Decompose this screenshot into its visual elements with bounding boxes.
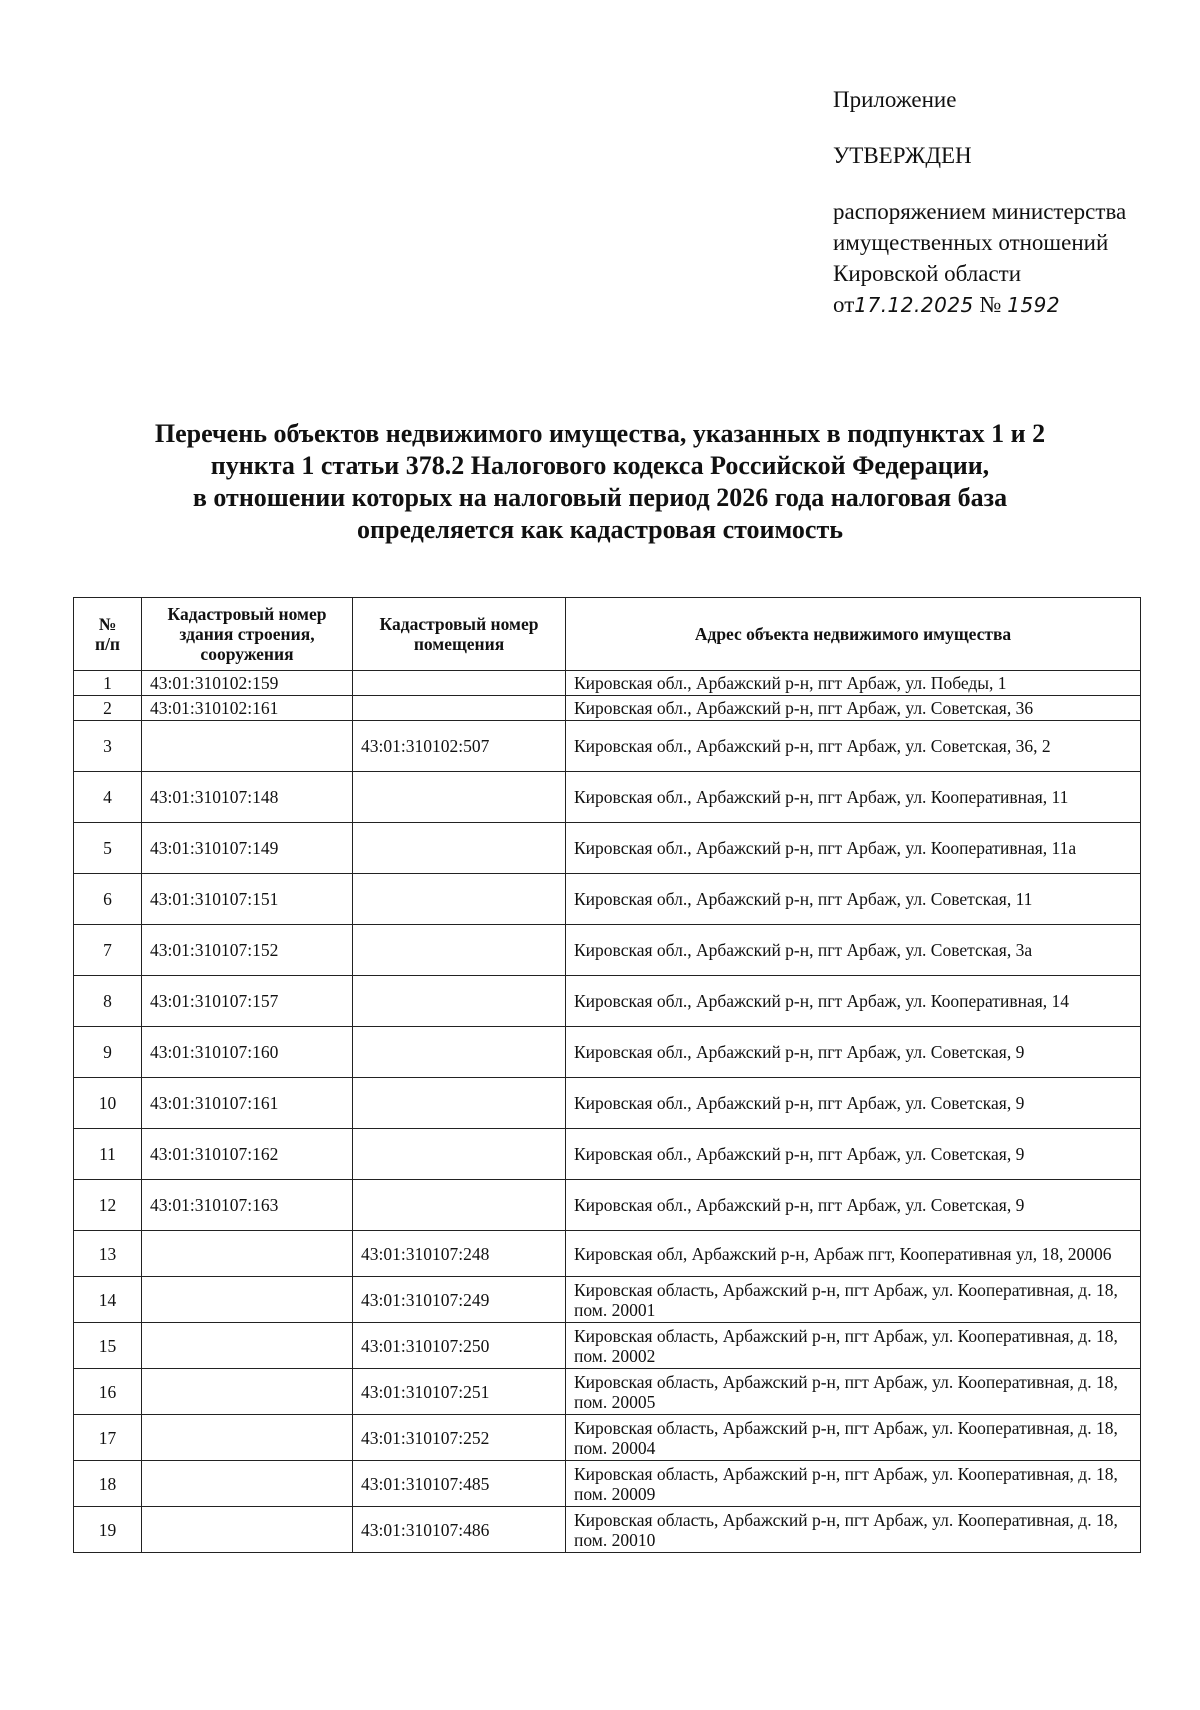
cell-room xyxy=(353,874,566,925)
cell-room: 43:01:310107:252 xyxy=(353,1415,566,1461)
cell-address: Кировская обл., Арбажский р-н, пгт Арбаж, ул. Советская, 36 xyxy=(566,696,1141,721)
cell-num: 12 xyxy=(74,1180,142,1231)
title-line-3: в отношении которых на налоговый период 2026 года налоговая база xyxy=(192,483,1008,512)
header-room-line-2: помещения xyxy=(413,634,505,654)
cell-address: Кировская обл., Арбажский р-н, пгт Арбаж, ул. Советская, 36, 2 xyxy=(566,721,1141,772)
cell-num: 8 xyxy=(74,976,142,1027)
cell-address: Кировская область, Арбажский р-н, пгт Арбаж, ул. Кооперативная, д. 18, пом. 20005 xyxy=(566,1369,1141,1415)
cell-room xyxy=(353,1027,566,1078)
table-row xyxy=(74,772,1141,823)
date-prefix: от xyxy=(833,292,855,317)
header-num xyxy=(74,598,142,671)
cell-building: 43:01:310107:163 xyxy=(142,1180,353,1231)
cell-num: 18 xyxy=(74,1461,142,1507)
approval-date-line xyxy=(833,289,1163,321)
cell-num: 2 xyxy=(74,696,142,721)
cell-building xyxy=(142,721,353,772)
cell-address: Кировская область, Арбажский р-н, пгт Арбаж, ул. Кооперативная, д. 18, пом. 20002 xyxy=(566,1323,1141,1369)
cell-room: 43:01:310107:485 xyxy=(353,1461,566,1507)
table-row xyxy=(74,1180,1141,1231)
table-header-row xyxy=(74,598,1141,671)
cell-num: 9 xyxy=(74,1027,142,1078)
header-room-line-1: Кадастровый номер xyxy=(379,614,539,634)
table-row xyxy=(74,1507,1141,1553)
cell-address: Кировская обл., Арбажский р-н, пгт Арбаж, ул. Кооперативная, 11а xyxy=(566,823,1141,874)
table-row xyxy=(74,671,1141,696)
table-row xyxy=(74,874,1141,925)
header-building-line-3: сооружения xyxy=(200,644,294,664)
cell-building xyxy=(142,1461,353,1507)
approval-date: 17.12.2025 xyxy=(854,293,974,317)
cell-building: 43:01:310107:148 xyxy=(142,772,353,823)
cell-num: 5 xyxy=(74,823,142,874)
table-row xyxy=(74,721,1141,772)
cell-address: Кировская область, Арбажский р-н, пгт Арбаж, ул. Кооперативная, д. 18, пом. 20004 xyxy=(566,1415,1141,1461)
cell-building: 43:01:310102:161 xyxy=(142,696,353,721)
property-table xyxy=(73,597,1141,1553)
approval-number: 1592 xyxy=(1007,293,1061,317)
header-num-line-2: п/п xyxy=(94,634,121,654)
cell-num: 10 xyxy=(74,1078,142,1129)
cell-num: 11 xyxy=(74,1129,142,1180)
cell-building: 43:01:310107:160 xyxy=(142,1027,353,1078)
title-line-1: Перечень объектов недвижимого имущества, указанных в подпунктах 1 и 2 xyxy=(154,419,1046,448)
cell-num: 4 xyxy=(74,772,142,823)
header-address: Адрес объекта недвижимого имущества xyxy=(566,598,1141,671)
cell-num: 16 xyxy=(74,1369,142,1415)
cell-building: 43:01:310107:162 xyxy=(142,1129,353,1180)
cell-building xyxy=(142,1323,353,1369)
table-row xyxy=(74,1027,1141,1078)
approved-by-line-3: Кировской области xyxy=(833,261,1022,286)
cell-building xyxy=(142,1231,353,1277)
table-row xyxy=(74,1277,1141,1323)
cell-building: 43:01:310102:159 xyxy=(142,671,353,696)
cell-address: Кировская обл., Арбажский р-н, пгт Арбаж, ул. Советская, 11 xyxy=(566,874,1141,925)
table-row xyxy=(74,696,1141,721)
cell-room: 43:01:310107:250 xyxy=(353,1323,566,1369)
cell-room xyxy=(353,1129,566,1180)
cell-address: Кировская обл., Арбажский р-н, пгт Арбаж, ул. Советская, 9 xyxy=(566,1180,1141,1231)
approved-by-line-2: имущественных отношений xyxy=(833,230,1109,255)
cell-address: Кировская обл., Арбажский р-н, пгт Арбаж, ул. Победы, 1 xyxy=(566,671,1141,696)
cell-building: 43:01:310107:151 xyxy=(142,874,353,925)
appendix-label: Приложение xyxy=(833,87,957,112)
table-row xyxy=(74,1461,1141,1507)
table-row xyxy=(74,1231,1141,1277)
cell-room xyxy=(353,823,566,874)
cell-room: 43:01:310102:507 xyxy=(353,721,566,772)
header-num-line-1: № xyxy=(98,614,117,634)
cell-room xyxy=(353,976,566,1027)
header-building-line-2: здания строения, xyxy=(179,624,315,644)
cell-room: 43:01:310107:251 xyxy=(353,1369,566,1415)
table-row xyxy=(74,925,1141,976)
header-building-line-1: Кадастровый номер xyxy=(167,604,327,624)
approved-label: УТВЕРЖДЕН xyxy=(833,143,972,168)
cell-address: Кировская обл., Арбажский р-н, пгт Арбаж, ул. Кооперативная, 14 xyxy=(566,976,1141,1027)
table-row xyxy=(74,1369,1141,1415)
cell-num: 15 xyxy=(74,1323,142,1369)
cell-room xyxy=(353,925,566,976)
table-row xyxy=(74,823,1141,874)
document-title xyxy=(90,418,1110,546)
cell-num: 7 xyxy=(74,925,142,976)
table-row xyxy=(74,976,1141,1027)
cell-room xyxy=(353,1180,566,1231)
cell-num: 3 xyxy=(74,721,142,772)
cell-num: 14 xyxy=(74,1277,142,1323)
cell-room: 43:01:310107:248 xyxy=(353,1231,566,1277)
cell-building: 43:01:310107:157 xyxy=(142,976,353,1027)
cell-address: Кировская область, Арбажский р-н, пгт Арбаж, ул. Кооперативная, д. 18, пом. 20009 xyxy=(566,1461,1141,1507)
number-prefix: № xyxy=(979,292,1002,317)
table-row xyxy=(74,1078,1141,1129)
cell-num: 1 xyxy=(74,671,142,696)
cell-address: Кировская область, Арбажский р-н, пгт Арбаж, ул. Кооперативная, д. 18, пом. 20001 xyxy=(566,1277,1141,1323)
cell-address: Кировская обл., Арбажский р-н, пгт Арбаж, ул. Советская, 9 xyxy=(566,1078,1141,1129)
cell-room xyxy=(353,772,566,823)
cell-num: 17 xyxy=(74,1415,142,1461)
cell-building xyxy=(142,1415,353,1461)
cell-building xyxy=(142,1507,353,1553)
cell-num: 19 xyxy=(74,1507,142,1553)
cell-address: Кировская область, Арбажский р-н, пгт Арбаж, ул. Кооперативная, д. 18, пом. 20010 xyxy=(566,1507,1141,1553)
cell-room xyxy=(353,671,566,696)
cell-building xyxy=(142,1369,353,1415)
cell-room xyxy=(353,1078,566,1129)
cell-building: 43:01:310107:149 xyxy=(142,823,353,874)
title-line-4: определяется как кадастровая стоимость xyxy=(357,515,843,544)
cell-address: Кировская обл., Арбажский р-н, пгт Арбаж, ул. Советская, 9 xyxy=(566,1027,1141,1078)
approved-by-line-1: распоряжением министерства xyxy=(833,199,1127,224)
approval-block xyxy=(833,84,1163,321)
cell-room: 43:01:310107:249 xyxy=(353,1277,566,1323)
table-row xyxy=(74,1323,1141,1369)
cell-address: Кировская обл., Арбажский р-н, пгт Арбаж, ул. Кооперативная, 11 xyxy=(566,772,1141,823)
title-line-2: пункта 1 статьи 378.2 Налогового кодекса Российской Федерации, xyxy=(210,451,990,480)
cell-address: Кировская обл., Арбажский р-н, пгт Арбаж, ул. Советская, 3а xyxy=(566,925,1141,976)
header-room xyxy=(353,598,566,671)
cell-num: 6 xyxy=(74,874,142,925)
cell-address: Кировская обл., Арбажский р-н, пгт Арбаж, ул. Советская, 9 xyxy=(566,1129,1141,1180)
cell-room: 43:01:310107:486 xyxy=(353,1507,566,1553)
cell-num: 13 xyxy=(74,1231,142,1277)
cell-building: 43:01:310107:152 xyxy=(142,925,353,976)
table-row xyxy=(74,1415,1141,1461)
cell-room xyxy=(353,696,566,721)
cell-address: Кировская обл, Арбажский р-н, Арбаж пгт, Кооперативная ул, 18, 20006 xyxy=(566,1231,1141,1277)
header-building xyxy=(142,598,353,671)
cell-building: 43:01:310107:161 xyxy=(142,1078,353,1129)
cell-building xyxy=(142,1277,353,1323)
table-row xyxy=(74,1129,1141,1180)
